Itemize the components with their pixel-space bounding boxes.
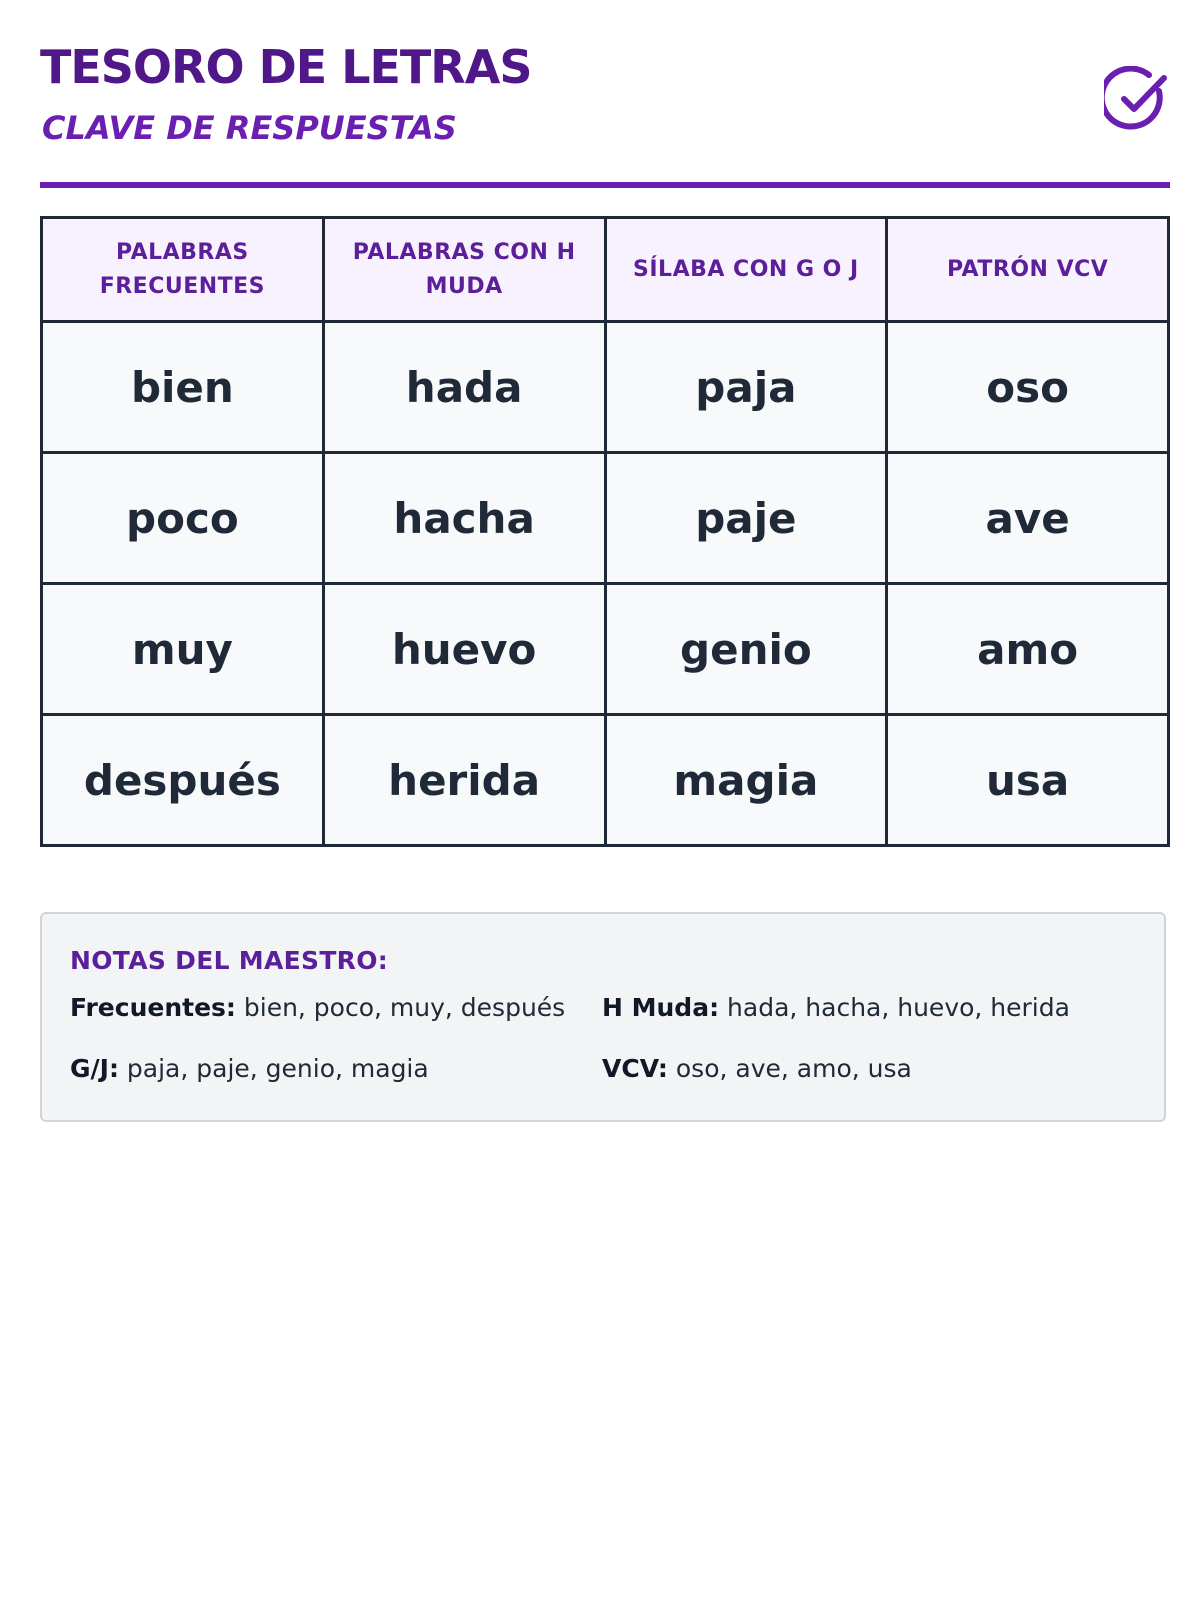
note-label: G/J: — [70, 1054, 119, 1083]
table-row — [42, 584, 1169, 715]
teacher-notes-title: NOTAS DEL MAESTRO: — [70, 946, 389, 975]
note-frequent-words — [70, 993, 602, 1022]
table-row — [42, 453, 1169, 584]
teacher-notes — [40, 912, 1166, 1122]
table-cell: herida — [323, 715, 605, 846]
table-cell: usa — [887, 715, 1169, 846]
note-text: bien, poco, muy, después — [243, 993, 566, 1022]
note-text: oso, ave, amo, usa — [675, 1054, 912, 1083]
note-label: VCV: — [602, 1054, 668, 1083]
table-cell: huevo — [323, 584, 605, 715]
table-cell: hacha — [323, 453, 605, 584]
note-text: paja, paje, genio, magia — [126, 1054, 429, 1083]
table-cell: paja — [605, 322, 887, 453]
column-header-g-or-j-syllable: SÍLABA CON G O J — [605, 218, 887, 322]
note-label: Frecuentes: — [70, 993, 236, 1022]
page-subtitle: CLAVE DE RESPUESTAS — [42, 109, 457, 147]
column-header-silent-h-words: PALABRAS CON H MUDA — [323, 218, 605, 322]
table-row — [42, 322, 1169, 453]
check-circle-icon — [1104, 66, 1170, 132]
teacher-notes-list — [70, 993, 1136, 1083]
table-header-row — [42, 218, 1169, 322]
table-cell: bien — [42, 322, 324, 453]
note-g-j-words — [70, 1054, 602, 1083]
note-label: H Muda: — [602, 993, 720, 1022]
table-row — [42, 715, 1169, 846]
table-cell: poco — [42, 453, 324, 584]
table-cell: ave — [887, 453, 1169, 584]
note-silent-h-words — [602, 993, 1102, 1022]
table-cell: magia — [605, 715, 887, 846]
answer-table — [40, 216, 1170, 847]
table-cell: muy — [42, 584, 324, 715]
table-cell: genio — [605, 584, 887, 715]
table-cell: oso — [887, 322, 1169, 453]
table-cell: amo — [887, 584, 1169, 715]
note-text: hada, hacha, huevo, herida — [727, 993, 1070, 1022]
table-cell: después — [42, 715, 324, 846]
page-header — [40, 40, 1170, 188]
page-title: TESORO DE LETRAS — [40, 40, 532, 94]
answer-key-page — [40, 40, 1170, 1083]
column-header-frequent-words: PALABRAS FRECUENTES — [42, 218, 324, 322]
table-cell: paje — [605, 453, 887, 584]
note-vcv-words — [602, 1054, 1102, 1083]
column-header-vcv-pattern: PATRÓN VCV — [887, 218, 1169, 322]
table-cell: hada — [323, 322, 605, 453]
